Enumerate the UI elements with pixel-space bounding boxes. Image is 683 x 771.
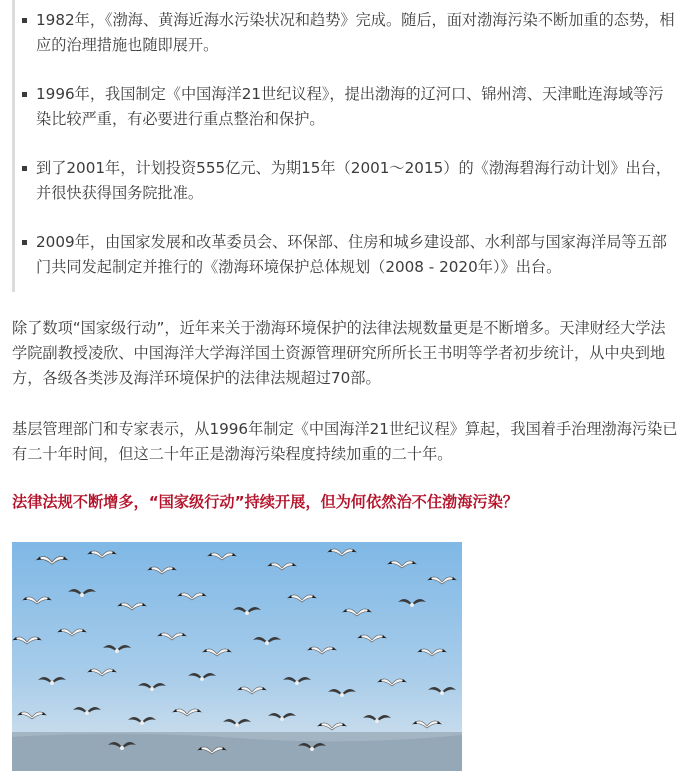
list-item — [36, 230, 676, 280]
bullet-icon — [22, 18, 27, 23]
bullet-icon — [22, 240, 27, 245]
bullet-icon — [22, 92, 27, 97]
body-paragraph: 基层管理部门和专家表示，从1996年制定《中国海洋21世纪议程》算起，我国着手治理渤海污染已有二十年时间，但这二十年正是渤海污染程度持续加重的二十年。 — [12, 420, 678, 463]
body-paragraph: 除了数项“国家级行动”，近年来关于渤海环境保护的法律法规数量更是不断增多。天津财经大学法学院副教授凌欣、中国海洋大学海洋国土资源管理研究所所长王书明等学者初步统计，从中央到地方，各级各类涉及海洋环境保护的法律法规超过70部。 — [12, 319, 666, 387]
timeline-list — [36, 8, 676, 304]
list-item-text: 到了2001年，计划投资555亿元、为期15年（2001～2015）的《渤海碧海行动计划》出台，并很快获得国务院批准。 — [36, 159, 672, 202]
seagulls-photo — [12, 542, 462, 771]
list-item — [36, 82, 676, 132]
seagulls-image — [12, 542, 462, 771]
list-item-text: 1982年，《渤海、黄海近海水污染状况和趋势》完成。随后，面对渤海污染不断加重的态势，相应的治理措施也随即展开。 — [36, 11, 675, 54]
bullet-icon — [22, 166, 27, 171]
list-item — [36, 8, 676, 58]
list-item-text: 1996年，我国制定《中国海洋21世纪议程》，提出渤海的辽河口、锦州湾、天津毗连海域等污染比较严重，有必要进行重点整治和保护。 — [36, 85, 664, 128]
list-item-text: 2009年，由国家发展和改革委员会、环保部、住房和城乡建设部、水利部与国家海洋局等五部门共同发起制定并推行的《渤海环境保护总体规划（2008 - 2020年）》出台。 — [36, 233, 667, 276]
list-item — [36, 156, 676, 206]
highlight-question: 法律法规不断增多，“国家级行动”持续开展，但为何依然治不住渤海污染？ — [12, 493, 518, 511]
